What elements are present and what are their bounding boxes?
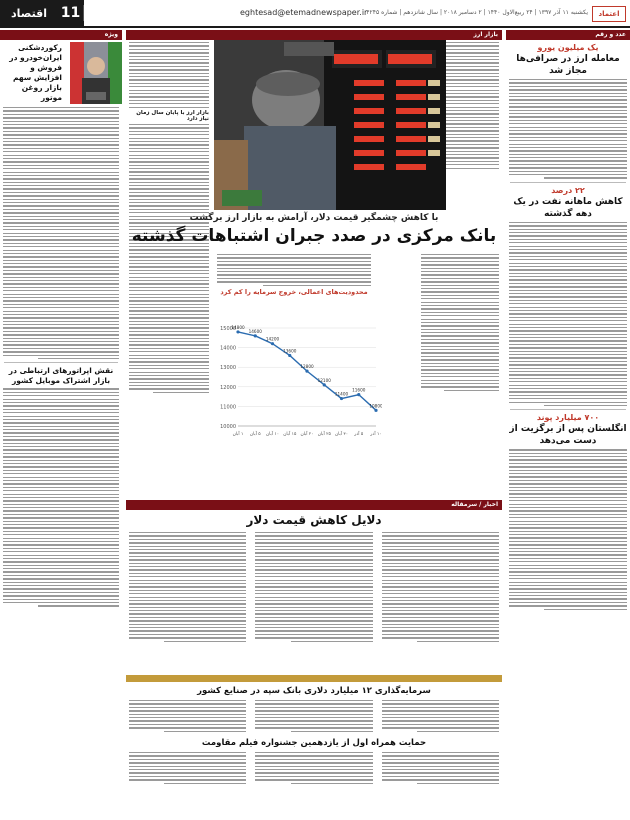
- bottom-headline-2: حمایت همراه اول از یازدهمین جشنواره فیلم مقاومت: [201, 738, 427, 748]
- item3-kicker: ۷۰۰ میلیارد پوند: [536, 413, 600, 423]
- x-tick-label: ۱۵ آبان: [283, 432, 297, 437]
- x-tick-label: ۱۰ آذر: [370, 432, 382, 437]
- y-tick-label: 11000: [220, 404, 236, 411]
- x-tick-label: ۲۰ آبان: [300, 432, 314, 437]
- middle-section: [126, 30, 502, 820]
- item1-headline: معامله ارز در صرافی‌ها مجاز شد: [516, 54, 620, 76]
- lower-body: [126, 530, 502, 644]
- official-photo-illustration: [70, 42, 122, 104]
- data-point: [340, 397, 343, 400]
- subhead-inline: بازار ارز با پایان سال زمان نیاز دارد: [136, 109, 209, 122]
- item2-headline: کاهش ماهانه نفت در یک دهه گذشته: [513, 196, 623, 219]
- bottom-section: [126, 675, 502, 786]
- left-column: [0, 30, 122, 820]
- y-tick-label: 14000: [220, 345, 236, 352]
- x-tick-label: ۵ آبان: [249, 432, 261, 437]
- data-label: 11400: [334, 391, 349, 397]
- item1-body: [506, 79, 630, 179]
- data-point: [374, 409, 377, 412]
- left-item2-body: [0, 388, 122, 606]
- bottom-body-2: [126, 750, 502, 786]
- data-point: [357, 393, 360, 396]
- x-tick-label: ۵ آذر: [354, 432, 364, 437]
- bottom-headline-1: سرمایه‌گذاری ۱۲ میلیارد دلاری بانک سپه در صنایع کشور: [197, 686, 431, 696]
- x-tick-label: ۲۵ آبان: [317, 432, 331, 437]
- bottom-section-label: ویژه: [486, 686, 499, 692]
- y-tick-label: 12000: [220, 384, 236, 391]
- x-tick-label: ۱ آبان: [232, 432, 244, 437]
- item3-headline: انگلستان پس از برگزیت از دست می‌دهد: [509, 424, 627, 447]
- data-label: 10800: [369, 403, 382, 409]
- data-label: 14800: [231, 324, 245, 330]
- data-point: [323, 383, 326, 386]
- data-label: 14600: [248, 328, 262, 334]
- data-point: [236, 330, 239, 333]
- right-section-label: عدد و رقم: [506, 30, 630, 40]
- data-point: [254, 334, 257, 337]
- middle-section-label: بازار ارز: [126, 30, 502, 40]
- data-label: 14200: [265, 336, 280, 342]
- y-tick-label: 10000: [220, 424, 236, 430]
- item1-kicker: یک میلیون یورو: [537, 43, 599, 52]
- data-label: 11600: [352, 387, 366, 393]
- data-point: [305, 370, 308, 373]
- divider: [510, 182, 626, 183]
- newspaper-logo: اعتماد: [592, 6, 626, 22]
- data-label: 12100: [317, 377, 331, 383]
- left-item2-headline: نقش اپراتورهای ارتباطی در بازار اشتراک موبایل کشور: [8, 366, 114, 386]
- bottom-body-1: [126, 698, 502, 734]
- data-label: 12800: [300, 364, 314, 370]
- section-title: اقتصاد: [10, 6, 48, 20]
- divider: [510, 409, 626, 410]
- lower-section: [126, 500, 502, 644]
- item1-headline-wrap: [0, 42, 65, 105]
- left-item1-body: [0, 107, 122, 359]
- main-kicker: با کاهش چشمگیر قیمت دلار، آرامش به بازار ارز برگشت: [189, 213, 439, 223]
- y-tick-label: 15000: [220, 326, 236, 332]
- main-headline: بانک مرکزی در صدد جبران اشتباهات گذشته: [131, 226, 497, 246]
- data-label: 13600: [283, 348, 297, 354]
- divider: [4, 362, 118, 363]
- exchange-board-illustration: [214, 40, 446, 210]
- item2-body: [506, 222, 630, 406]
- official-photo: [70, 42, 122, 104]
- left-item1-headline: رکوردشکنی ایران‌خودرو در فروش و افزایش سهم بازار روغن موتور: [9, 43, 62, 102]
- exchange-board-photo: [214, 40, 446, 210]
- chart-section-title: محدودیت‌های اعمالی، خروج سرمایه را کم کرد: [220, 288, 368, 296]
- lower-headline: دلایل کاهش قیمت دلار: [246, 513, 382, 527]
- right-column: [506, 30, 630, 820]
- lower-section-label: اخبار / سرمقاله: [126, 500, 502, 510]
- date-line: یکشنبه ۱۱ آذر ۱۳۹۷ | ۲۴ ربیع‌الاول ۱۴۴۰ | ۲ دسامبر ۲۰۱۸ | سال شانزدهم | شماره ۴۲۴۵: [366, 9, 588, 16]
- main-story-col2: [214, 252, 374, 296]
- page-number-box: [0, 0, 84, 26]
- item3-body: [506, 449, 630, 610]
- section-email[interactable]: eghtesad@etemadnewspaper.ir: [240, 8, 368, 17]
- page-header: [0, 0, 630, 28]
- item2-kicker: ۲۲ درصد: [551, 185, 585, 195]
- left-item1-top: [0, 42, 122, 105]
- left-section-label: ویژه: [0, 30, 122, 40]
- y-tick-label: 13000: [220, 365, 236, 372]
- main-story-col1: [418, 252, 502, 393]
- line-chart-svg: [212, 320, 382, 450]
- x-tick-label: ۳۰ آبان: [334, 432, 349, 437]
- x-tick-label: ۱۰ آبان: [265, 432, 280, 437]
- dollar-price-chart: [212, 320, 382, 450]
- data-point: [271, 342, 274, 345]
- data-point: [288, 354, 291, 357]
- page-number: 11: [58, 5, 84, 21]
